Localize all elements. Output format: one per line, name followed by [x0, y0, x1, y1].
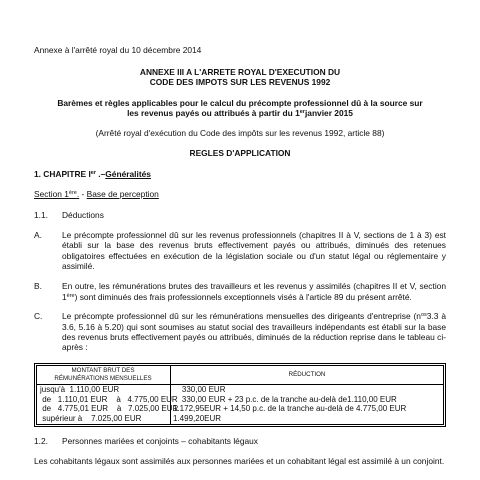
table-row-3-amount: de 4.775,01 EUR à 7.025,00 EUR — [40, 404, 179, 413]
rules-heading: REGLES D'APPLICATION — [189, 148, 291, 158]
table-row-2-reduction: 330,00 EUR + 23 p.c. de la tranche au-delà de1.110,00 EUR — [173, 394, 397, 404]
annex-note: Annexe à l'arrêté royal du 10 décembre 2014 — [34, 45, 202, 55]
table-header-amount: MONTANT BRUT DES RÉMUNÉRATIONS MENSUELLES — [54, 367, 152, 382]
table-header-reduction: RÉDUCTION — [288, 371, 326, 378]
table-row-1-amount: jusqu'à 1.110,00 EUR — [40, 385, 120, 394]
table-row-4-reduction: 1.499,20EUR — [173, 413, 222, 423]
item-1-2-label: Personnes mariées et conjoints – cohabitants légaux — [62, 436, 258, 446]
para-b-letter: B. — [34, 281, 42, 291]
item-1-1-number: 1.1. — [34, 210, 48, 220]
table-row-1-reduction: 330,00 EUR — [173, 385, 226, 394]
para-a-letter: A. — [34, 230, 42, 240]
table-row-4-amount: supérieur à 7.025,00 EUR — [40, 413, 142, 423]
table-row-2-amount: de 1.110,01 EUR à 4.775,00 EUR — [40, 394, 178, 404]
item-1-1-label: Déductions — [62, 210, 104, 220]
para-c-letter: C. — [34, 311, 43, 321]
para-b-line-1: En outre, les rémunérations brutes des travailleurs et les revenus y assimilés (chapitres II et V, section — [62, 281, 446, 291]
para-b-line-2: 1ère) sont diminués des frais professionnels exceptionnels visés à l'article 89 du présent arrêté. — [62, 291, 412, 302]
title-line-1: ANNEXE III A L'ARRETE ROYAL D'EXECUTION DU — [139, 67, 341, 77]
title-line-2: CODE DES IMPOTS SUR LES REVENUS 1992 — [149, 77, 331, 87]
section-heading: Section 1ère. - Base de perception — [34, 189, 159, 199]
para-c-line-1: Le précompte professionnel dû sur les rémunérations mensuelles des dirigeants d'entreprise ($n^{os}3.3$ à — [62, 311, 446, 321]
subtitle-line-2: les revenus payés ou attribués à partir du 1erjanvier 2015 — [127, 108, 353, 118]
legal-reference: (Arrêté royal d'exécution du Code des impôts sur les revenus 1992, article 88) — [95, 128, 385, 138]
chapter-heading: 1. CHAPITRE Ier .–Généralités — [34, 169, 151, 179]
closing-paragraph: Les cohabitants légaux sont assimilés aux personnes mariées et un cohabitant légal est assimilé à un conjoint. — [34, 456, 445, 466]
subtitle-line-1: Barèmes et règles applicables pour le calcul du précompte professionnel dû à la source sur — [57, 98, 423, 108]
para-a-text: Le précompte professionnel dû sur les revenus professionnels (chapitres II à V, sections de 1 à 3) est établi sur la base des revenus bruts effectivement payés ou attribués, diminués des retenues obligatoires effectuées en exécution de la législation sociale ou d'un statut légal ou réglementaire y assimilé. — [62, 230, 446, 272]
item-1-2-number: 1.2. — [34, 436, 48, 446]
para-c-text: 3.6, 5.16 à 5.20) qui sont soumises au statut social des travailleurs indépendants est établi sur la base des revenus bruts effectivement payés ou attribués, diminués de la réduction reprise dans le tableau ci-après : — [62, 321, 446, 353]
table-row-3-reduction: 1.172,95EUR + 14,50 p.c. de la tranche au-delà de 4.775,00 EUR — [173, 404, 407, 413]
